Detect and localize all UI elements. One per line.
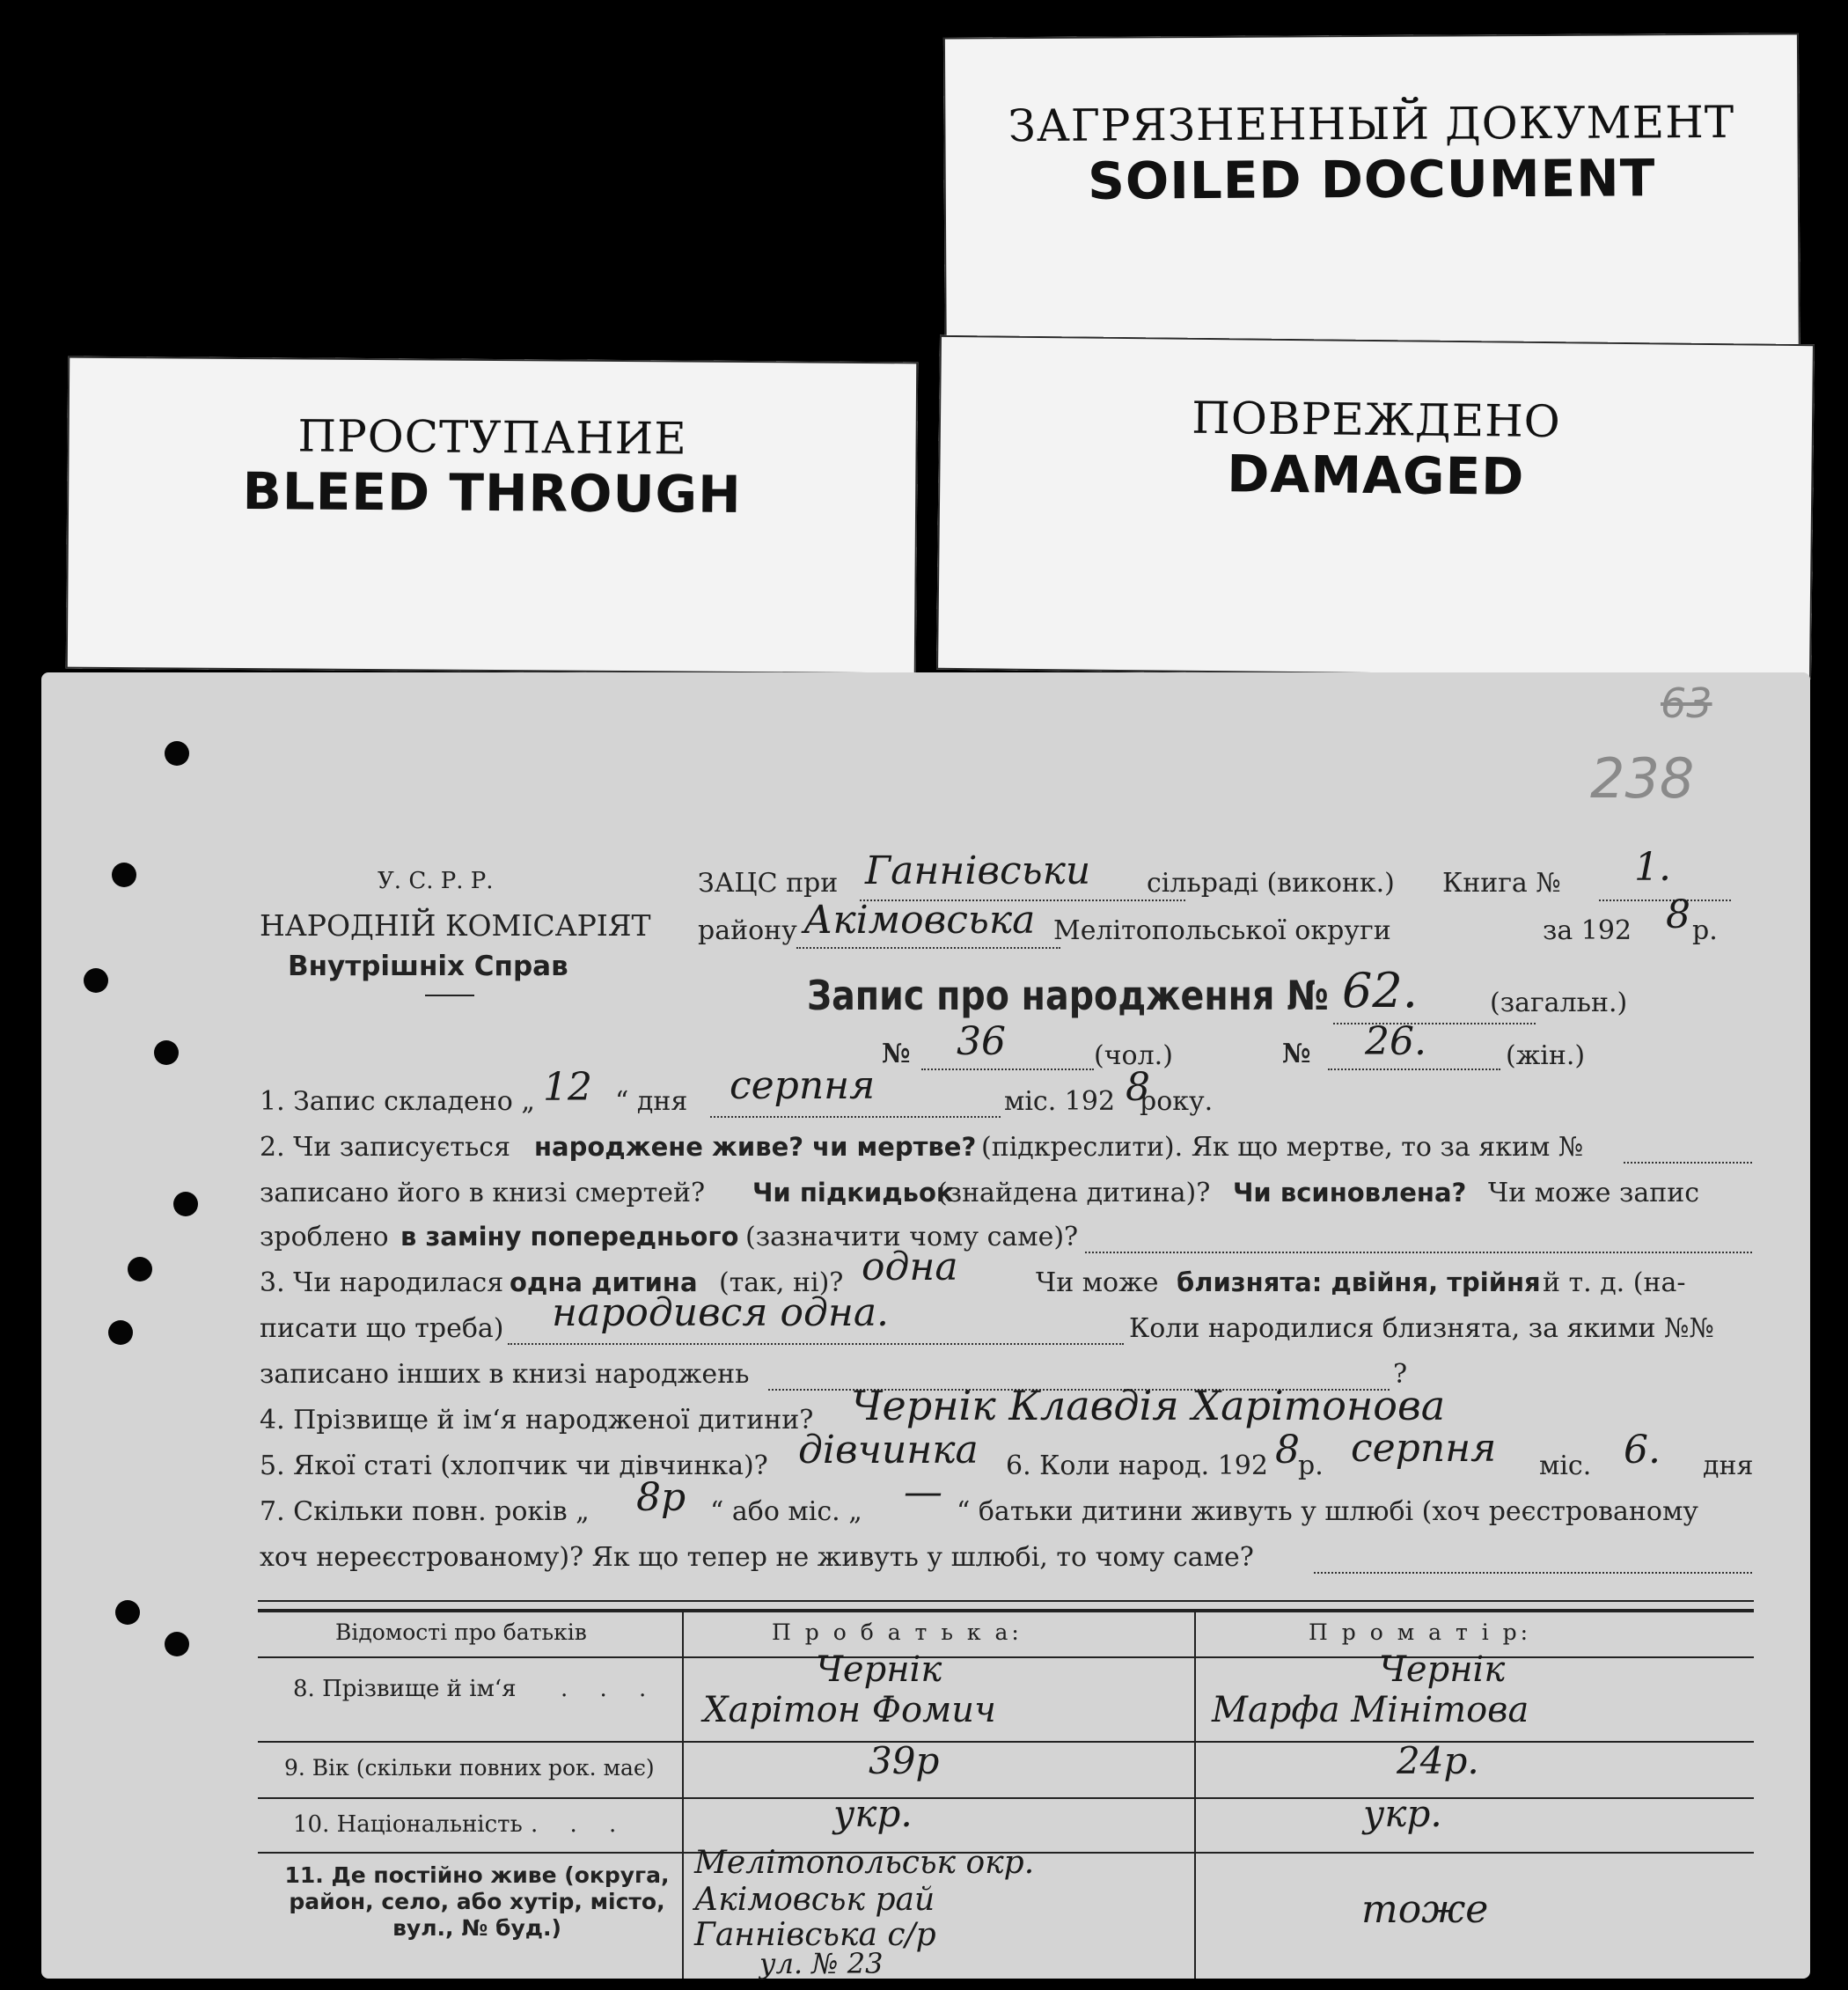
father-residence-line3: Ганнівська с/р xyxy=(694,1917,936,1953)
q1-text-a: 1. Запис складено „ xyxy=(260,1086,535,1117)
table-row-rule xyxy=(258,1741,1754,1743)
male-number-handwritten: 36 xyxy=(957,1019,1006,1064)
raion-prefix: району xyxy=(698,915,797,946)
q3-line1-c: (так, ні)? xyxy=(719,1267,844,1298)
q3-line1-f: й т. д. (на- xyxy=(1543,1267,1686,1298)
q1-month-handwritten: серпня xyxy=(730,1063,876,1108)
q3-one-child-handwritten: одна xyxy=(862,1245,958,1289)
mother-age-handwritten: 24р. xyxy=(1397,1739,1479,1782)
department-label: Внутрішніх Справ xyxy=(288,951,568,982)
father-surname-handwritten: Чернік xyxy=(816,1649,942,1690)
female-label: (жін.) xyxy=(1506,1040,1586,1071)
punch-hole xyxy=(112,863,136,887)
q5-sex-handwritten: дівчинка xyxy=(798,1428,979,1472)
bleed-through-tag xyxy=(66,356,918,675)
table-top-rule xyxy=(258,1600,1754,1602)
punch-hole xyxy=(165,741,189,766)
q3-line1-b: одна дитина xyxy=(510,1267,698,1297)
q1-text-d: року. xyxy=(1140,1086,1214,1117)
father-residence-line1: Мелітопольськ окр. xyxy=(694,1845,1035,1881)
table-row-nationality-label: 10. Національність xyxy=(293,1811,523,1838)
q3-line2-b: Коли народилися близнята, за якими №№ xyxy=(1129,1313,1714,1344)
mother-nationality-handwritten: укр. xyxy=(1363,1792,1442,1835)
tag-damaged-en: DAMAGED xyxy=(1227,444,1525,507)
q6-month-handwritten: серпня xyxy=(1351,1426,1497,1471)
table-col-divider-2 xyxy=(1194,1609,1196,1979)
q2-death-no-line xyxy=(1624,1162,1752,1164)
tag-soiled-en: SOILED DOCUMENT xyxy=(1088,148,1656,211)
male-label: (чол.) xyxy=(1094,1040,1173,1071)
q6-year-handwritten: 8 xyxy=(1275,1428,1300,1472)
table-header-father: П р о б а т ь к а: xyxy=(772,1619,1023,1645)
table-row-residence-label: 11. Де постійно живе (округа, район, село, або хутір, місто, вул., № буд.) xyxy=(284,1862,670,1941)
punch-hole xyxy=(165,1632,189,1656)
q2-line2-b: Чи підкидьок xyxy=(752,1178,954,1208)
table-header-mother: П р о м а т і р: xyxy=(1309,1619,1532,1645)
father-age-handwritten: 39р xyxy=(869,1739,940,1782)
tag-damaged-ru: ПОВРЕЖДЕНО xyxy=(1192,392,1562,448)
tag-bleed-en: BLEED THROUGH xyxy=(242,461,742,525)
record-number-line xyxy=(1333,1023,1536,1024)
q6-day-label: дня xyxy=(1703,1450,1754,1481)
table-row-rule xyxy=(258,1797,1754,1799)
q2-line1-a: 2. Чи записується xyxy=(260,1132,511,1163)
okruga-label: Мелітопольської округи xyxy=(1053,915,1391,946)
q3-line1-a: 3. Чи народилася xyxy=(260,1267,504,1298)
punch-hole xyxy=(173,1192,198,1216)
q3-line3-b: ? xyxy=(1393,1359,1408,1390)
record-number-handwritten: 62. xyxy=(1342,963,1418,1018)
zags-prefix: ЗАЦС при xyxy=(698,868,839,899)
q1-day-handwritten: 12 xyxy=(543,1065,592,1110)
q6-day-handwritten: 6. xyxy=(1624,1428,1661,1472)
mother-firstname-handwritten: Марфа Мінітова xyxy=(1212,1690,1529,1730)
pencil-number-top: 63 xyxy=(1661,679,1712,727)
table-row-leader: . . . xyxy=(531,1811,629,1838)
female-no-label: № xyxy=(1282,1039,1311,1069)
q2-line1-b: народжене живе? чи мертве? xyxy=(534,1132,977,1162)
q3-twins-handwritten: народився одна. xyxy=(552,1290,890,1335)
birth-record-sheet xyxy=(41,672,1810,1979)
punch-hole xyxy=(84,968,108,993)
q6-year-suffix: р. xyxy=(1298,1450,1324,1481)
male-number-line xyxy=(921,1068,1094,1070)
q2-line3-a: зроблено xyxy=(260,1222,389,1252)
father-residence-line4: ул. № 23 xyxy=(759,1947,884,1980)
table-row-leader: . . . xyxy=(561,1676,659,1702)
commissariat-label: НАРОДНІЙ КОМІСАРІЯТ xyxy=(260,908,651,943)
q3-line2-a: писати що треба) xyxy=(260,1313,504,1344)
book-number-handwritten: 1. xyxy=(1634,845,1671,890)
mother-surname-handwritten: Чернік xyxy=(1379,1649,1506,1690)
q5-label: 5. Якої статі (хлопчик чи дівчинка)? xyxy=(260,1450,768,1481)
q7-years-handwritten: 8р xyxy=(636,1475,686,1520)
q7-line1-a: 7. Скільки повн. років „ xyxy=(260,1496,590,1527)
q2-line2-c: (знайдена дитина)? xyxy=(937,1178,1211,1208)
punch-hole xyxy=(108,1320,133,1345)
q1-text-c: міс. 192 xyxy=(1004,1086,1116,1117)
punch-hole xyxy=(128,1257,152,1281)
q2-line2-a: записано його в книзі смертей? xyxy=(260,1178,706,1208)
q3-line3-a: записано інших в книзі народжень xyxy=(260,1359,750,1390)
table-header-rule xyxy=(258,1656,1754,1658)
q6-month-label: міс. xyxy=(1539,1450,1592,1481)
punch-hole xyxy=(115,1600,140,1625)
q7-reason-line xyxy=(1314,1572,1752,1574)
q2-line2-d: Чи всиновлена? xyxy=(1233,1178,1467,1208)
father-firstname-handwritten: Харітон Фомич xyxy=(703,1690,996,1730)
zags-village-handwritten: Ганнівськи xyxy=(865,848,1091,893)
male-no-label: № xyxy=(882,1039,911,1069)
q3-line1-d: Чи може xyxy=(1036,1267,1159,1298)
zags-suffix: сільраді (виконк.) xyxy=(1147,868,1395,899)
table-row-age-label: 9. Вік (скільки повних рок. має) xyxy=(284,1755,655,1781)
q6-label: 6. Коли народ. 192 xyxy=(1006,1450,1268,1481)
q4-label: 4. Прізвище й ім‘я народженої дитини? xyxy=(260,1405,814,1436)
q1-text-b: “ дня xyxy=(615,1086,688,1117)
father-nationality-handwritten: укр. xyxy=(833,1792,913,1835)
father-residence-line2: Акімовськ рай xyxy=(694,1882,935,1918)
mother-residence-handwritten: тоже xyxy=(1361,1887,1489,1932)
q3-twins-line xyxy=(508,1343,1124,1345)
q2-replacement-line xyxy=(1085,1252,1752,1253)
book-field-line xyxy=(1599,900,1731,901)
pencil-number-second: 238 xyxy=(1590,746,1695,811)
general-label: (загальн.) xyxy=(1490,988,1628,1018)
record-title: Запис про народження № xyxy=(807,972,1329,1019)
year-prefix: за 192 xyxy=(1543,915,1632,946)
table-header-info: Відомості про батьків xyxy=(335,1619,587,1645)
table-col-divider-1 xyxy=(682,1609,684,1979)
q7-line1-c: “ батьки дитини живуть у шлюбі (хоч реєстрованому xyxy=(957,1496,1698,1527)
table-top-rule-thick xyxy=(258,1609,1754,1612)
punch-hole xyxy=(154,1040,179,1065)
q2-line3-b: в заміну попереднього xyxy=(400,1222,739,1252)
tag-bleed-ru: ПРОСТУПАНИЕ xyxy=(297,410,687,465)
q7-line1-b: “ або міс. „ xyxy=(710,1496,862,1527)
tag-soiled-ru: ЗАГРЯЗНЕННЫЙ ДОКУМЕНТ xyxy=(1008,96,1735,152)
book-label: Книга № xyxy=(1442,868,1561,899)
q7-months-handwritten: — xyxy=(904,1470,942,1515)
female-number-handwritten: 26. xyxy=(1365,1019,1426,1064)
female-number-line xyxy=(1328,1068,1500,1070)
q3-line1-e: близнята: двійня, трійня xyxy=(1177,1267,1541,1297)
q7-line2: хоч нереєстрованому)? Як що тепер не живуть у шлюбі, то чому саме? xyxy=(260,1542,1254,1573)
raion-handwritten: Акімовська xyxy=(803,898,1036,943)
q1-month-line xyxy=(710,1116,1001,1118)
ussr-label: У. С. Р. Р. xyxy=(378,868,494,894)
q1-year-handwritten: 8 xyxy=(1126,1065,1150,1110)
raion-field-line xyxy=(796,947,1060,949)
q2-line3-c: (зазначити чому саме)? xyxy=(745,1222,1079,1252)
year-suffix: р. xyxy=(1692,915,1718,946)
q4-child-name-handwritten: Чернік Клавдія Харітонова xyxy=(851,1382,1446,1429)
damaged-tag xyxy=(936,335,1815,679)
department-underline xyxy=(425,995,474,996)
table-row-name-label: 8. Прізвище й ім‘я xyxy=(293,1676,517,1702)
q2-line2-e: Чи може запис xyxy=(1488,1178,1700,1208)
year-handwritten: 8 xyxy=(1666,892,1690,937)
q2-line1-c: (підкреслити). Як що мертве, то за яким № xyxy=(981,1132,1584,1163)
